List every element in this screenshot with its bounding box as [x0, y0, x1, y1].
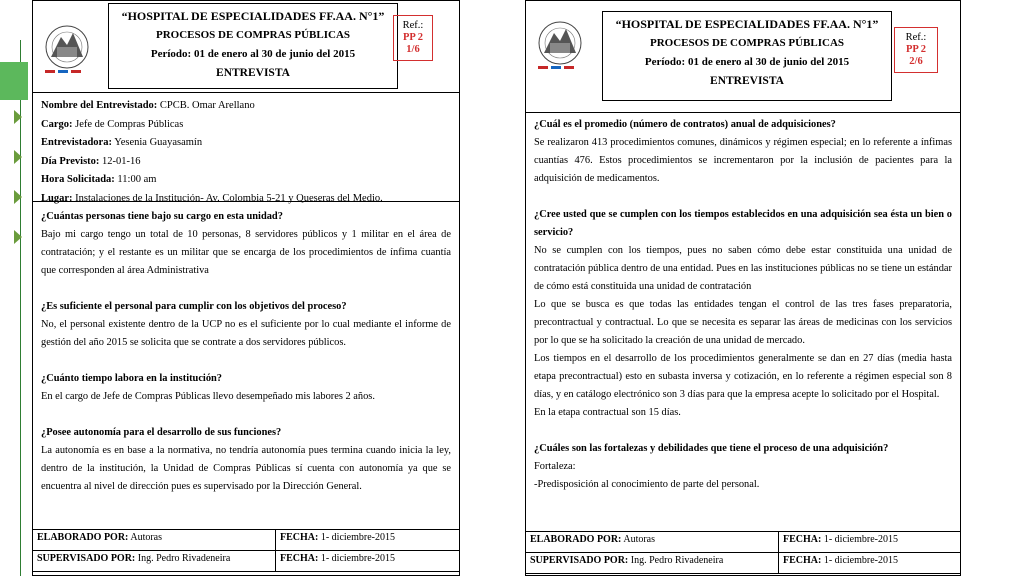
supervised-by: Ing. Pedro Rivadeneira: [628, 555, 724, 566]
answer: Los tiempos en el desarrollo de los procedimientos generalmente se dan en 27 días (media hasta etapa precontractual) esto en subasta inversa y cotización, en lo referente a régimen especial son 8 días, y en catálogo electrónico son 3 días para que la empresa acepte lo solicitado por el Hospital.: [534, 353, 952, 400]
answer: -Predisposición al conocimiento de parte del personal.: [534, 479, 760, 490]
answer: En el cargo de Jefe de Compras Públicas llevo desempeñado mis labores 2 años.: [41, 391, 375, 402]
answer: Bajo mi cargo tengo un total de 10 personas, 8 servidores públicos y 1 militar en el área de contratación; y el restante es un militar que se encarga de los procedimientos de ínfima cuantía que corresponden al área Administrativa: [41, 229, 451, 276]
interview-body: [526, 113, 960, 494]
document-footer: [526, 531, 960, 574]
reference-label: Ref.:: [402, 20, 424, 31]
question: ¿Posee autonomía para el desarrollo de sus funciones?: [41, 427, 282, 438]
interview-info: [33, 93, 459, 202]
slide-decoration-triangle: [14, 110, 22, 124]
prepared-by: Autoras: [128, 532, 163, 543]
document-type: ENTREVISTA: [710, 75, 784, 87]
slide-decoration-triangle: [14, 230, 22, 244]
reference-page: 1/6: [406, 44, 420, 55]
answer: Se realizaron 413 procedimientos comunes, dinámicos y régimen especial; en lo referente a ínfimas cuantías 476. Estos procedimientos se incrementaron por la inclusión de pacientes para la adquisición de medicamentos.: [534, 137, 952, 184]
slide-decoration-square: [0, 62, 28, 100]
period: Período: 01 de enero al 30 de junio del 2015: [644, 56, 850, 68]
question: ¿Cuál es el promedio (número de contratos) anual de adquisiciones?: [534, 119, 836, 130]
hospital-seal-logo: [534, 19, 586, 73]
process-name: PROCESOS DE COMPRAS PÚBLICAS: [155, 29, 351, 41]
supervised-by: Ing. Pedro Rivadeneira: [135, 553, 231, 564]
question: ¿Cuáles son las fortalezas y debilidades que tiene el proceso de una adquisición?: [534, 443, 889, 454]
answer: No, el personal existente dentro de la UCP no es el suficiente por lo cual mediante el informe de gestión del año 2015 se solicita que se contrate a dos servidores públicos.: [41, 319, 451, 348]
supervised-date: 1- diciembre-2015: [821, 555, 898, 566]
footer-supervised-row: SUPERVISADO POR: Ing. Pedro Rivadeneira FECHA: 1- diciembre-2015: [526, 553, 960, 574]
supervised-date: 1- diciembre-2015: [318, 553, 395, 564]
document-header: [33, 1, 459, 93]
footer-prepared-row: ELABORADO POR: Autoras FECHA: 1- diciembre-2015: [526, 532, 960, 553]
answer: En la etapa contractual son 15 días.: [534, 407, 681, 418]
interview-body: [33, 202, 459, 496]
reference-box: [894, 27, 938, 73]
prepared-date: 1- diciembre-2015: [318, 532, 395, 543]
question: ¿Cuántas personas tiene bajo su cargo en esta unidad?: [41, 211, 283, 222]
document-header: [526, 1, 960, 113]
hospital-name: “HOSPITAL DE ESPECIALIDADES FF.AA. N°1”: [121, 9, 385, 23]
question: ¿Cuánto tiempo labora en la institución?: [41, 373, 222, 384]
footer-supervised-row: SUPERVISADO POR: Ing. Pedro Rivadeneira FECHA: 1- diciembre-2015: [33, 551, 459, 572]
prepared-date: 1- diciembre-2015: [821, 534, 898, 545]
period: Período: 01 de enero al 30 de junio del 2015: [150, 48, 356, 60]
interview-page-2: [525, 0, 961, 576]
slide-decoration-triangle: [14, 190, 22, 204]
answer: La autonomía es en base a la normativa, no tendría autonomía pues termina cuando inicia la ley, dentro de la institución, la Unidad de Compras Públicas sí cuenta con autonomía ya que se encuentra al nivel de dirección pues es supervisado por la Dirección General.: [41, 445, 451, 492]
question: ¿Es suficiente el personal para cumplir con los objetivos del proceso?: [41, 301, 347, 312]
hospital-seal-logo: [41, 23, 93, 77]
document-title-box: [108, 3, 398, 89]
info-position: Cargo: Jefe de Compras Públicas: [41, 118, 184, 130]
document-title-box: [602, 11, 892, 101]
info-date: Día Previsto: 12-01-16: [41, 155, 141, 167]
slide-decoration-triangle: [14, 150, 22, 164]
info-interviewee: Nombre del Entrevistado: CPCB. Omar Arellano: [41, 100, 255, 111]
interview-page-1: [32, 0, 460, 576]
reference-code: PP 2: [905, 44, 927, 55]
answer: Fortaleza:: [534, 461, 576, 472]
document-footer: [33, 529, 459, 572]
process-name: PROCESOS DE COMPRAS PÚBLICAS: [649, 37, 845, 49]
hospital-name: “HOSPITAL DE ESPECIALIDADES FF.AA. N°1”: [615, 17, 879, 31]
document-type: ENTREVISTA: [216, 67, 290, 79]
reference-code: PP 2: [402, 32, 424, 43]
info-interviewer: Entrevistadora: Yesenia Guayasamín: [41, 137, 203, 148]
reference-page: 2/6: [909, 56, 923, 67]
prepared-by: Autoras: [621, 534, 656, 545]
answer: Lo que se busca es que todas las entidades tengan el control de las tres fases preparatoria, precontractual y contractual. Lo que se necesita es separar las áreas de medicinas con los servicios por lo que se ha solicitado la creación de una unidad de mercado.: [534, 299, 952, 346]
question: ¿Cree usted que se cumplen con los tiempos establecidos en una adquisición sea ésta un bien o servicio?: [534, 209, 952, 238]
info-place: Lugar: Instalaciones de la Institución- Av. Colombia 5-21 y Queseras del Medio.: [41, 192, 383, 204]
reference-label: Ref.:: [905, 32, 927, 43]
reference-box: [393, 15, 433, 61]
info-time: Hora Solicitada: 11:00 am: [41, 174, 157, 185]
answer: No se cumplen con los tiempos, pues no saben cómo debe estar constituida una unidad de contratación pública dentro de una entidad. Pues en las instituciones públicas no se tiene un estándar de cómo está constituida una unidad de contratación: [534, 245, 952, 292]
footer-prepared-row: ELABORADO POR: Autoras FECHA: 1- diciembre-2015: [33, 530, 459, 551]
